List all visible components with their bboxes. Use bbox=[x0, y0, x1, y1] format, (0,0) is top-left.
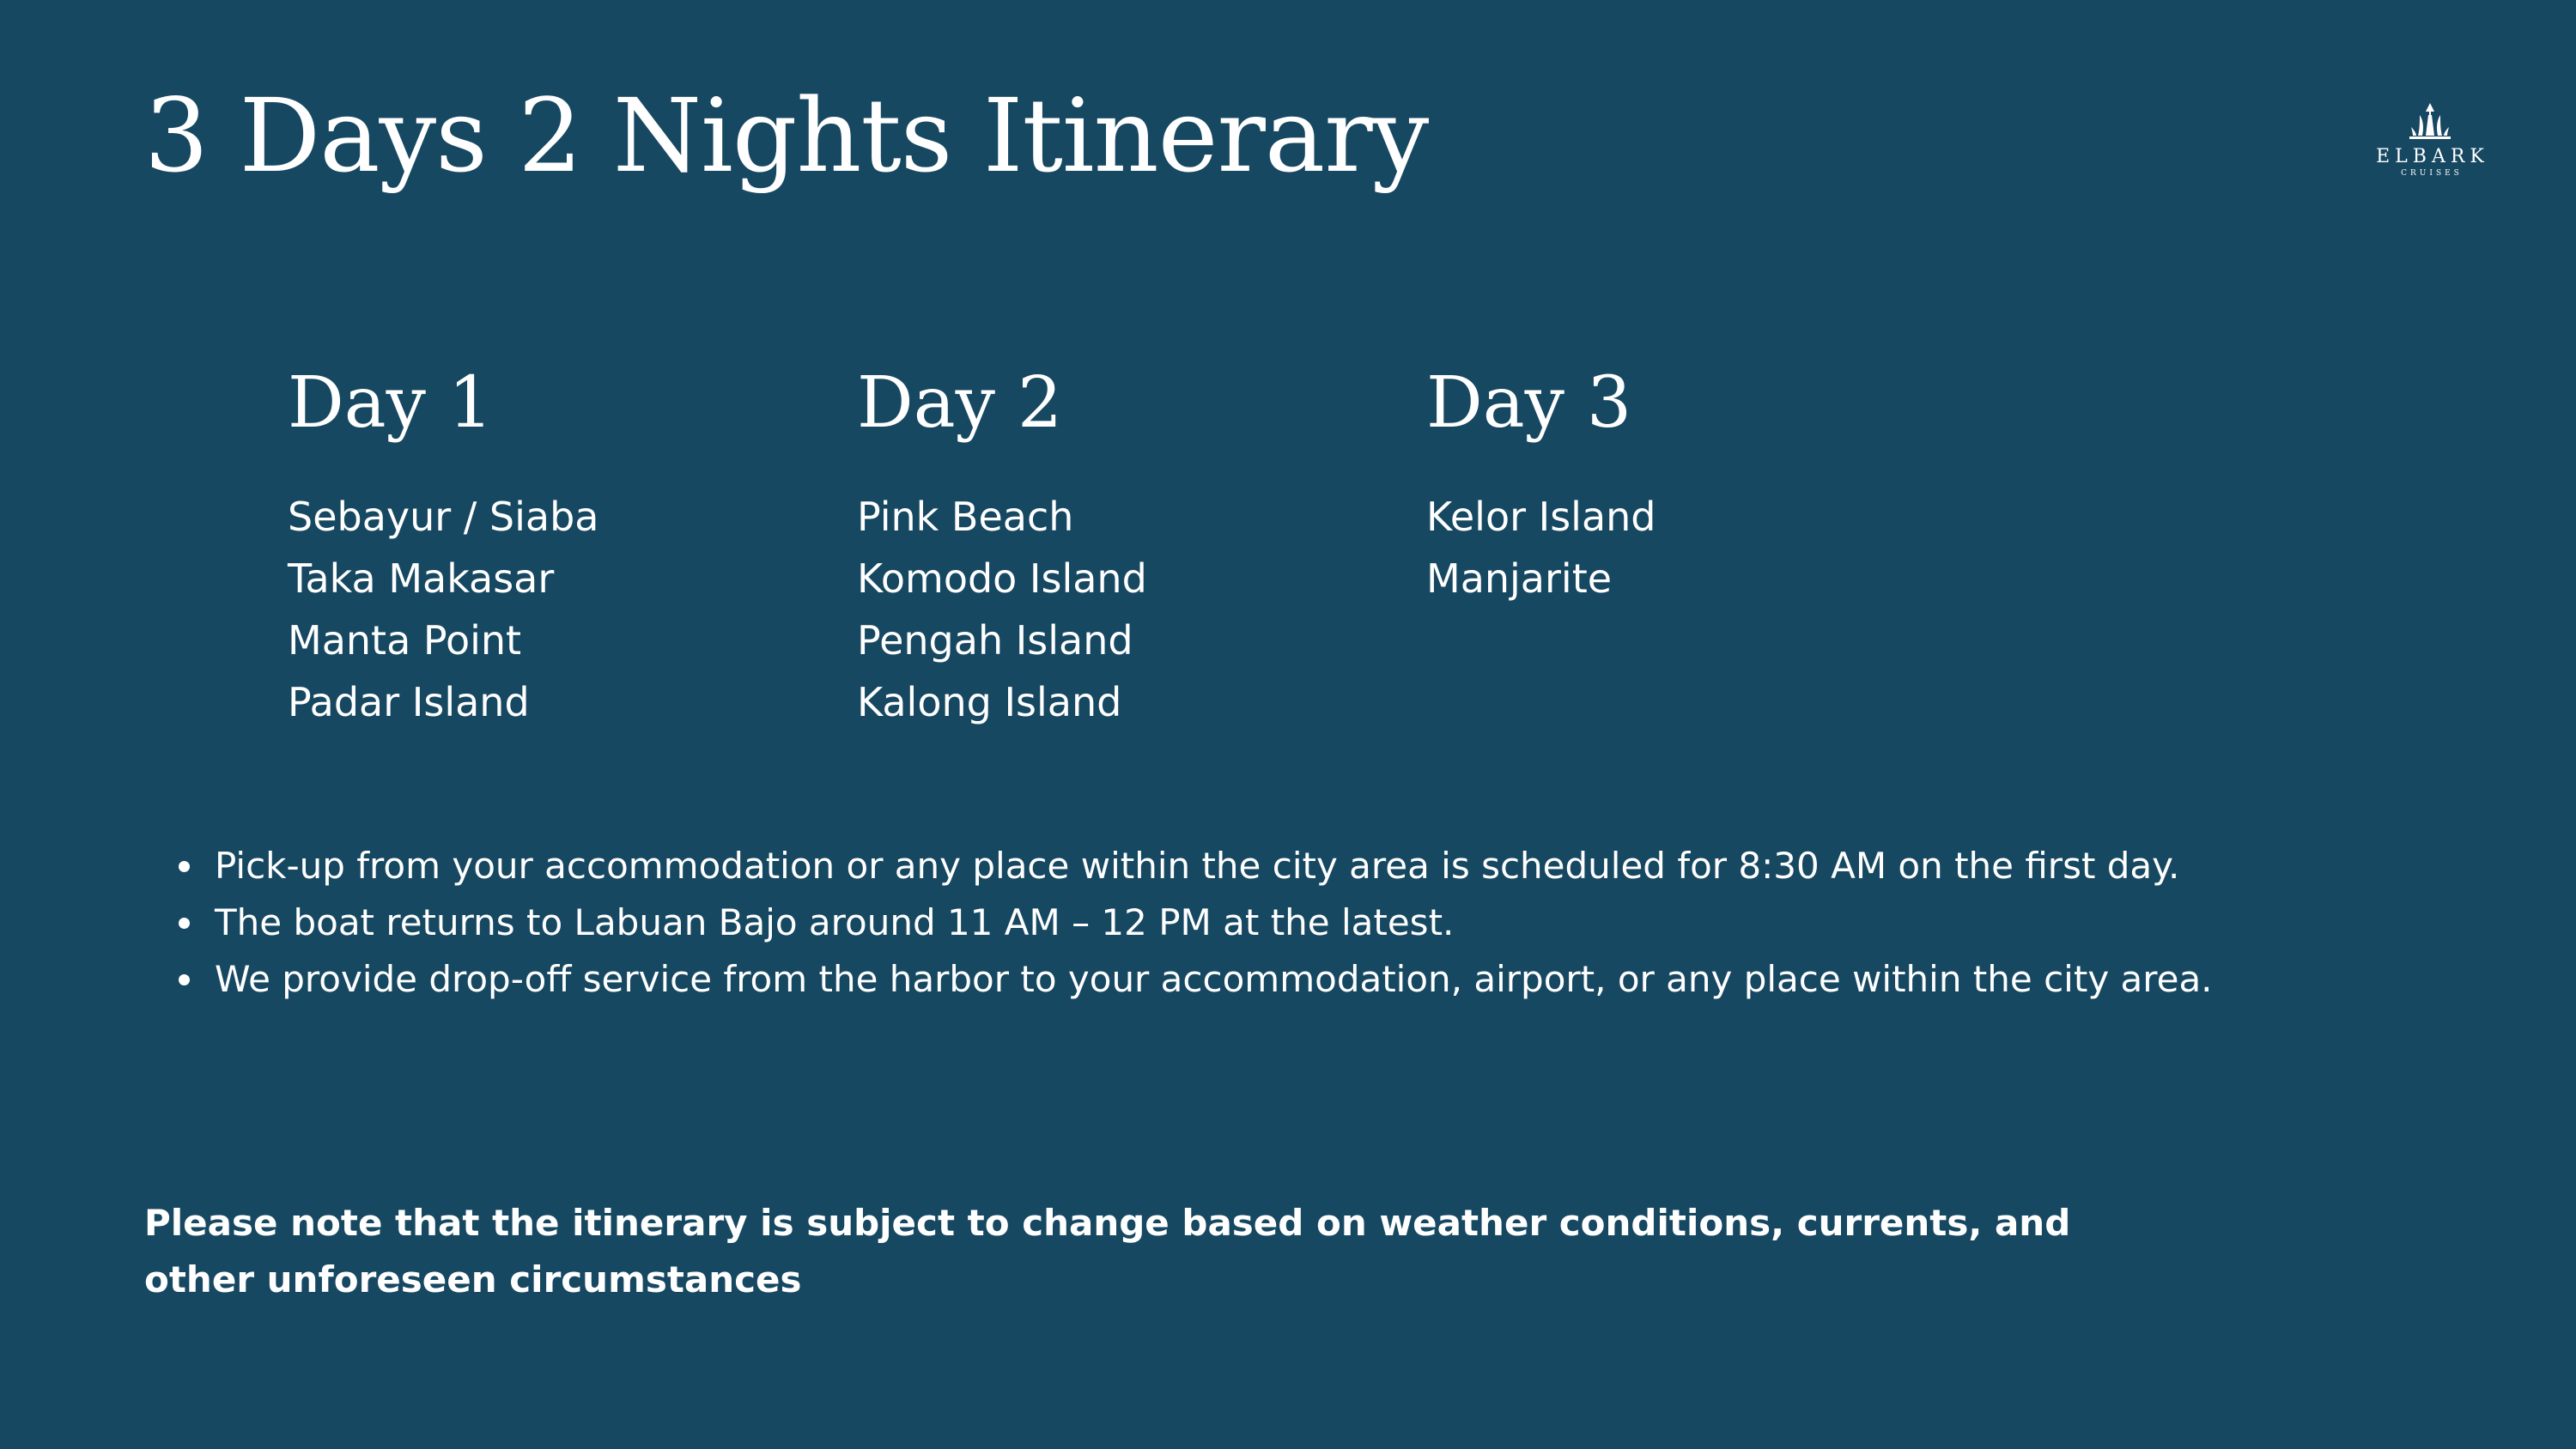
stop-list bbox=[857, 486, 1389, 733]
bullet-icon bbox=[179, 918, 190, 929]
stop-item: Padar Island bbox=[288, 679, 530, 725]
notes-list bbox=[172, 838, 2213, 1008]
note-text: Pick-up from your accommodation or any place within the city area is scheduled for 8:30 AM on the first day. bbox=[215, 845, 2180, 887]
day-column-1 bbox=[288, 361, 820, 733]
stop-item: Manjarite bbox=[1426, 555, 1613, 602]
brand-subtitle: CRUISES bbox=[2401, 169, 2463, 178]
stop-list bbox=[1426, 486, 1959, 609]
day-heading: Day 2 bbox=[857, 362, 1063, 444]
day-heading: Day 1 bbox=[288, 362, 494, 444]
note-item bbox=[172, 951, 2213, 1008]
day-heading: Day 3 bbox=[1426, 362, 1632, 444]
day-column-3 bbox=[1426, 361, 1959, 609]
note-text: The boat returns to Labuan Bajo around 11 AM – 12 PM at the latest. bbox=[215, 901, 1455, 943]
stop-item: Pengah Island bbox=[857, 617, 1133, 664]
stop-item: Sebayur / Siaba bbox=[288, 494, 599, 540]
page-title: 3 Days 2 Nights Itinerary bbox=[144, 76, 1429, 195]
stop-item: Kelor Island bbox=[1426, 494, 1656, 540]
bullet-icon bbox=[179, 974, 190, 985]
note-item bbox=[172, 894, 2213, 951]
stop-item: Taka Makasar bbox=[288, 555, 555, 602]
disclaimer-text: Please note that the itinerary is subject to change based on weather conditions, currents, and other unforeseen circumstances bbox=[144, 1202, 2071, 1300]
day-column-2 bbox=[857, 361, 1389, 733]
note-text: We provide drop-off service from the harbor to your accommodation, airport, or any place within the city area. bbox=[215, 958, 2213, 1000]
ship-crest-icon bbox=[2406, 101, 2454, 141]
stop-item: Pink Beach bbox=[857, 494, 1074, 540]
stop-list bbox=[288, 486, 820, 733]
note-item bbox=[172, 838, 2213, 894]
stop-item: Kalong Island bbox=[857, 679, 1122, 725]
brand-logo bbox=[2370, 101, 2490, 178]
bullet-icon bbox=[179, 861, 190, 872]
stop-item: Komodo Island bbox=[857, 555, 1147, 602]
stop-item: Manta Point bbox=[288, 617, 522, 664]
brand-name: ELBARK bbox=[2376, 146, 2489, 167]
